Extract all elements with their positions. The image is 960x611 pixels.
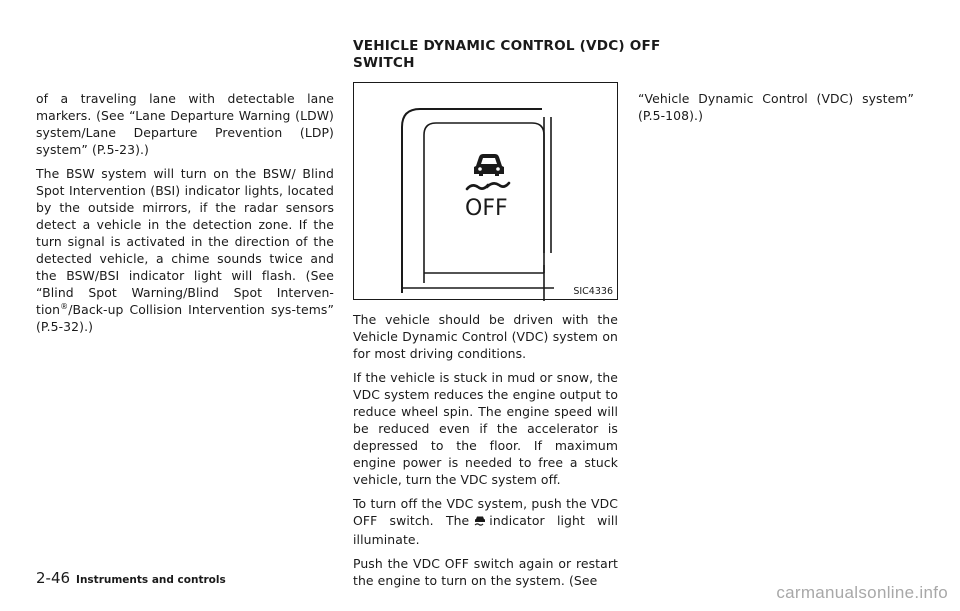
skid-marks-icon [467, 183, 509, 189]
page-footer [36, 568, 226, 587]
section-heading-line-1: VEHICLE DYNAMIC CONTROL (VDC) OFF [353, 38, 661, 54]
left-paragraph-2-text-b: /Back-up Collision Intervention sys-tems” (P.5-32).) [36, 302, 334, 334]
figure-label: SIC4336 [573, 286, 613, 297]
left-paragraph-2-text-a: The BSW system will turn on the BSW/ Blind Spot Intervention (BSI) indicator lights, located by the outside mirrors, if the radar sensors detect a vehicle in the detection zone. If the turn signal is activated in the direction of the detected vehicle, a chime sounds twice and the BSW/BSI indicator light will flash. (See “Blind Spot Warning/Blind Spot Interven-tion [36, 166, 334, 317]
middle-column [353, 311, 618, 596]
right-column [638, 90, 914, 131]
car-icon [474, 154, 504, 176]
middle-paragraph-3-text-b: indicator light will illuminate. [353, 513, 618, 547]
middle-paragraph-4: Push the VDC OFF switch again or restart the engine to turn on the system. (See [353, 556, 618, 588]
vdc-off-indicator-icon [473, 514, 487, 531]
section-heading [353, 38, 661, 72]
right-paragraph-1: “Vehicle Dynamic Control (VDC) system” (P.5-108).) [638, 91, 914, 123]
left-paragraph-1: of a traveling lane with detectable lane markers. (See “Lane Departure Warning (LDW) system/Lane Departure Prevention (LDP) system” (P.5-23).) [36, 91, 334, 157]
left-column [36, 90, 334, 342]
left-paragraph-2 [36, 165, 334, 335]
switch-off-text: OFF [465, 196, 508, 221]
middle-paragraph-1: The vehicle should be driven with the Vehicle Dynamic Control (VDC) system on for most driving conditions. [353, 312, 618, 361]
vdc-switch-illustration [354, 83, 619, 301]
section-heading-line-2: SWITCH [353, 55, 415, 71]
watermark: carmanualsonline.info [776, 583, 948, 602]
page-number: 2-46 [36, 569, 71, 587]
registered-mark: ® [60, 301, 69, 311]
vdc-switch-figure [353, 82, 618, 300]
chapter-title: Instruments and controls [76, 574, 226, 586]
middle-paragraph-2: If the vehicle is stuck in mud or snow, the VDC system reduces the engine output to reduce wheel spin. The engine speed will be reduced even if the accelerator is depressed to the floor. If maximum engine power is needed to free a stuck vehicle, turn the VDC system off. [353, 370, 618, 487]
middle-paragraph-3-text-a: To turn off the VDC system, push the VDC OFF switch. The [353, 496, 618, 528]
middle-paragraph-3 [353, 495, 618, 548]
